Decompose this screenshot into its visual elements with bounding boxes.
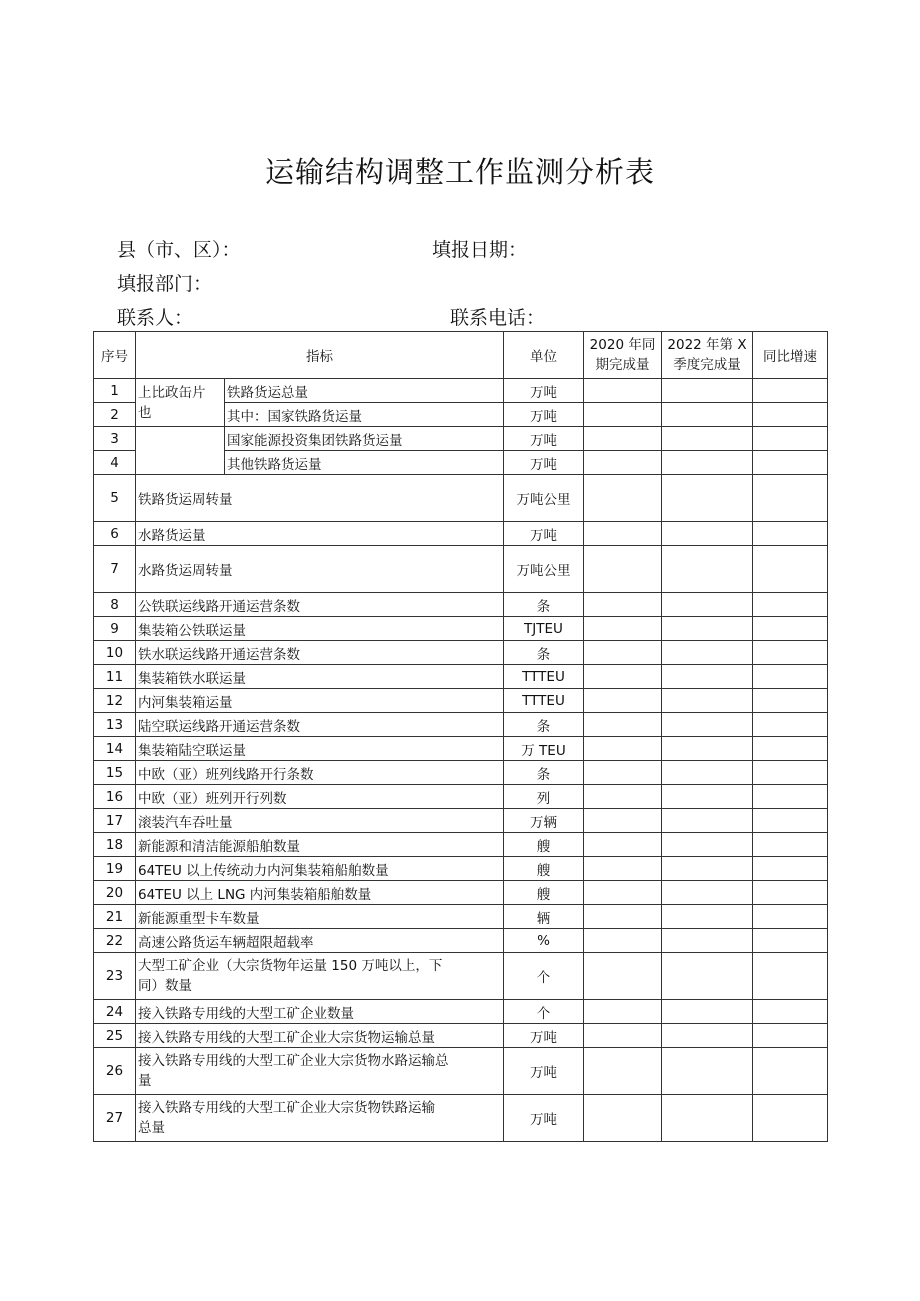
row-growth-value[interactable] — [753, 953, 828, 1000]
table-row — [94, 665, 828, 689]
row-unit: 万吨 — [504, 1048, 584, 1095]
row-seq: 14 — [94, 737, 136, 761]
row-curr-value[interactable] — [662, 379, 753, 403]
row-growth-value[interactable] — [753, 641, 828, 665]
row-prev-value[interactable] — [584, 905, 662, 929]
row-curr-value[interactable] — [662, 475, 753, 522]
row-indicator: 水路货运周转量 — [136, 546, 504, 593]
row-growth-value[interactable] — [753, 475, 828, 522]
row-indicator: 其中：国家铁路货运量 — [225, 403, 504, 427]
row-growth-value[interactable] — [753, 617, 828, 641]
row-indicator — [136, 1095, 504, 1142]
group-label — [136, 379, 225, 427]
table-row — [94, 475, 828, 522]
table-row — [94, 1000, 828, 1024]
row-seq: 25 — [94, 1024, 136, 1048]
row-seq: 27 — [94, 1095, 136, 1142]
row-unit: 万吨 — [504, 379, 584, 403]
row-prev-value[interactable] — [584, 761, 662, 785]
table-row — [94, 761, 828, 785]
row-prev-value[interactable] — [584, 475, 662, 522]
row-growth-value[interactable] — [753, 427, 828, 451]
row-curr-value[interactable] — [662, 1095, 753, 1142]
row-prev-value[interactable] — [584, 809, 662, 833]
row-unit: 万吨 — [504, 522, 584, 546]
group-label-line1: 上比政缶片 — [138, 384, 206, 401]
row-indicator: 64TEU 以上传统动力内河集装箱船舶数量 — [136, 857, 504, 881]
monitoring-table — [93, 331, 828, 1142]
header-seq: 序号 — [94, 332, 136, 379]
row-seq: 9 — [94, 617, 136, 641]
row-unit: 万吨 — [504, 427, 584, 451]
table-row — [94, 929, 828, 953]
row-prev-value[interactable] — [584, 593, 662, 617]
row-unit: 辆 — [504, 905, 584, 929]
row-curr-value[interactable] — [662, 737, 753, 761]
row-curr-value[interactable] — [662, 546, 753, 593]
row-growth-value[interactable] — [753, 1024, 828, 1048]
row-curr-value[interactable] — [662, 905, 753, 929]
row-curr-value[interactable] — [662, 929, 753, 953]
row-prev-value[interactable] — [584, 953, 662, 1000]
row-indicator: 接入铁路专用线的大型工矿企业大宗货物运输总量 — [136, 1024, 504, 1048]
row-indicator: 其他铁路货运量 — [225, 451, 504, 475]
row-prev-value[interactable] — [584, 1024, 662, 1048]
row-unit: 万吨 — [504, 451, 584, 475]
date-label: 填报日期： — [432, 239, 528, 261]
header-prev-line1: 2020 年同 — [589, 337, 656, 353]
row-indicator: 中欧（亚）班列开行列数 — [136, 785, 504, 809]
row-indicator: 新能源和清洁能源船舶数量 — [136, 833, 504, 857]
row-growth-value[interactable] — [753, 929, 828, 953]
header-prev-period — [584, 332, 662, 379]
row-unit: 艘 — [504, 833, 584, 857]
row-unit: 艘 — [504, 857, 584, 881]
row-curr-value[interactable] — [662, 689, 753, 713]
group-label-line2: 也 — [138, 404, 152, 421]
row-unit: 万 TEU — [504, 737, 584, 761]
row-curr-value[interactable] — [662, 713, 753, 737]
row-unit: TTTEU — [504, 689, 584, 713]
table-row — [94, 379, 828, 403]
row-unit: 万吨公里 — [504, 475, 584, 522]
row-growth-value[interactable] — [753, 546, 828, 593]
row-seq: 13 — [94, 713, 136, 737]
row-growth-value[interactable] — [753, 713, 828, 737]
row-growth-value[interactable] — [753, 403, 828, 427]
row-growth-value[interactable] — [753, 689, 828, 713]
row-indicator: 集装箱公铁联运量 — [136, 617, 504, 641]
row-growth-value[interactable] — [753, 522, 828, 546]
row-unit: 列 — [504, 785, 584, 809]
row-indicator: 接入铁路专用线的大型工矿企业数量 — [136, 1000, 504, 1024]
row-growth-value[interactable] — [753, 785, 828, 809]
row-prev-value[interactable] — [584, 1095, 662, 1142]
table-row — [94, 785, 828, 809]
table-row — [94, 1048, 828, 1095]
table-row — [94, 617, 828, 641]
row-indicator: 内河集装箱运量 — [136, 689, 504, 713]
row-curr-value[interactable] — [662, 833, 753, 857]
row-unit: 万辆 — [504, 809, 584, 833]
table-row — [94, 905, 828, 929]
header-curr-line2: 季度完成量 — [673, 357, 741, 373]
row-prev-value[interactable] — [584, 641, 662, 665]
table-row — [94, 953, 828, 1000]
row-seq: 24 — [94, 1000, 136, 1024]
row-unit: % — [504, 929, 584, 953]
row-unit: 条 — [504, 761, 584, 785]
county-label: 县（市、区）： — [117, 239, 241, 261]
table-row — [94, 713, 828, 737]
row-unit: 个 — [504, 953, 584, 1000]
row-curr-value[interactable] — [662, 953, 753, 1000]
row-seq: 1 — [94, 379, 136, 403]
row-growth-value[interactable] — [753, 881, 828, 905]
header-row — [94, 332, 828, 379]
table-row — [94, 881, 828, 905]
row-growth-value[interactable] — [753, 809, 828, 833]
row-indicator: 国家能源投资集团铁路货运量 — [225, 427, 504, 451]
table-row — [94, 593, 828, 617]
group-label-empty — [136, 427, 225, 475]
row-prev-value[interactable] — [584, 451, 662, 475]
table-row — [94, 833, 828, 857]
row-indicator-line2: 量 — [138, 1073, 152, 1089]
row-indicator: 公铁联运线路开通运营条数 — [136, 593, 504, 617]
table-row — [94, 857, 828, 881]
row-indicator: 新能源重型卡车数量 — [136, 905, 504, 929]
row-curr-value[interactable] — [662, 617, 753, 641]
row-prev-value[interactable] — [584, 546, 662, 593]
row-curr-value[interactable] — [662, 881, 753, 905]
row-curr-value[interactable] — [662, 403, 753, 427]
row-unit: TJTEU — [504, 617, 584, 641]
row-curr-value[interactable] — [662, 522, 753, 546]
row-curr-value[interactable] — [662, 1024, 753, 1048]
table-row — [94, 1095, 828, 1142]
row-seq: 6 — [94, 522, 136, 546]
row-seq: 16 — [94, 785, 136, 809]
row-prev-value[interactable] — [584, 665, 662, 689]
row-seq: 19 — [94, 857, 136, 881]
header-curr-line1: 2022 年第 X — [667, 337, 747, 353]
row-unit: 万吨 — [504, 403, 584, 427]
row-indicator-line1: 接入铁路专用线的大型工矿企业大宗货物铁路运输 — [138, 1100, 435, 1116]
row-prev-value[interactable] — [584, 403, 662, 427]
row-growth-value[interactable] — [753, 379, 828, 403]
table-row — [94, 522, 828, 546]
row-prev-value[interactable] — [584, 929, 662, 953]
row-curr-value[interactable] — [662, 1000, 753, 1024]
row-unit: 万吨公里 — [504, 546, 584, 593]
row-seq: 7 — [94, 546, 136, 593]
page-title: 运输结构调整工作监测分析表 — [264, 155, 655, 189]
table-row — [94, 641, 828, 665]
row-curr-value[interactable] — [662, 665, 753, 689]
row-indicator-line2: 总量 — [138, 1120, 165, 1136]
header-growth: 同比增速 — [753, 332, 828, 379]
row-seq: 2 — [94, 403, 136, 427]
row-seq: 20 — [94, 881, 136, 905]
row-indicator: 64TEU 以上 LNG 内河集装箱船舶数量 — [136, 881, 504, 905]
row-growth-value[interactable] — [753, 1000, 828, 1024]
table-row — [94, 689, 828, 713]
row-seq: 5 — [94, 475, 136, 522]
header-indicator: 指标 — [136, 332, 504, 379]
row-indicator — [136, 1048, 504, 1095]
row-prev-value[interactable] — [584, 857, 662, 881]
contact-label: 联系人： — [117, 307, 194, 329]
table-row — [94, 1024, 828, 1048]
row-indicator: 水路货运量 — [136, 522, 504, 546]
row-growth-value[interactable] — [753, 857, 828, 881]
row-indicator-line1: 接入铁路专用线的大型工矿企业大宗货物水路运输总 — [138, 1053, 449, 1069]
department-label: 填报部门： — [117, 273, 213, 295]
header-current-quarter — [662, 332, 753, 379]
row-indicator: 铁路货运周转量 — [136, 475, 504, 522]
row-seq: 4 — [94, 451, 136, 475]
row-seq: 11 — [94, 665, 136, 689]
row-seq: 8 — [94, 593, 136, 617]
table-row — [94, 546, 828, 593]
row-growth-value[interactable] — [753, 1048, 828, 1095]
row-seq: 17 — [94, 809, 136, 833]
row-growth-value[interactable] — [753, 905, 828, 929]
row-growth-value[interactable] — [753, 833, 828, 857]
row-curr-value[interactable] — [662, 593, 753, 617]
row-growth-value[interactable] — [753, 665, 828, 689]
row-growth-value[interactable] — [753, 1095, 828, 1142]
row-unit: TTTEU — [504, 665, 584, 689]
header-prev-line2: 期完成量 — [595, 357, 650, 373]
row-growth-value[interactable] — [753, 593, 828, 617]
table-row — [94, 737, 828, 761]
row-prev-value[interactable] — [584, 1000, 662, 1024]
row-unit: 万吨 — [504, 1095, 584, 1142]
row-indicator: 滚装汽车吞吐量 — [136, 809, 504, 833]
row-indicator: 集装箱铁水联运量 — [136, 665, 504, 689]
row-indicator: 集装箱陆空联运量 — [136, 737, 504, 761]
phone-label: 联系电话： — [450, 307, 546, 329]
row-prev-value[interactable] — [584, 689, 662, 713]
row-curr-value[interactable] — [662, 785, 753, 809]
row-unit: 条 — [504, 641, 584, 665]
row-seq: 12 — [94, 689, 136, 713]
row-curr-value[interactable] — [662, 809, 753, 833]
row-curr-value[interactable] — [662, 641, 753, 665]
row-indicator: 高速公路货运车辆超限超载率 — [136, 929, 504, 953]
row-indicator: 中欧（亚）班列线路开行条数 — [136, 761, 504, 785]
row-indicator-line1: 大型工矿企业（大宗货物年运量 150 万吨以上，下 — [138, 958, 443, 974]
row-seq: 21 — [94, 905, 136, 929]
row-growth-value[interactable] — [753, 761, 828, 785]
row-seq: 10 — [94, 641, 136, 665]
row-prev-value[interactable] — [584, 522, 662, 546]
row-prev-value[interactable] — [584, 713, 662, 737]
row-curr-value[interactable] — [662, 761, 753, 785]
row-seq: 22 — [94, 929, 136, 953]
row-unit: 万吨 — [504, 1024, 584, 1048]
row-indicator: 铁水联运线路开通运营条数 — [136, 641, 504, 665]
row-seq: 18 — [94, 833, 136, 857]
row-prev-value[interactable] — [584, 379, 662, 403]
row-indicator-line2: 同）数量 — [138, 978, 192, 994]
row-growth-value[interactable] — [753, 451, 828, 475]
row-seq: 26 — [94, 1048, 136, 1095]
row-unit: 条 — [504, 593, 584, 617]
row-unit: 艘 — [504, 881, 584, 905]
row-prev-value[interactable] — [584, 785, 662, 809]
row-curr-value[interactable] — [662, 1048, 753, 1095]
row-indicator — [136, 953, 504, 1000]
row-prev-value[interactable] — [584, 833, 662, 857]
row-prev-value[interactable] — [584, 881, 662, 905]
row-indicator: 铁路货运总量 — [225, 379, 504, 403]
table-row — [94, 427, 828, 451]
row-curr-value[interactable] — [662, 451, 753, 475]
row-prev-value[interactable] — [584, 1048, 662, 1095]
row-prev-value[interactable] — [584, 617, 662, 641]
table-row — [94, 809, 828, 833]
row-growth-value[interactable] — [753, 737, 828, 761]
row-unit: 条 — [504, 713, 584, 737]
row-indicator: 陆空联运线路开通运营条数 — [136, 713, 504, 737]
row-seq: 23 — [94, 953, 136, 1000]
row-prev-value[interactable] — [584, 427, 662, 451]
row-curr-value[interactable] — [662, 857, 753, 881]
row-curr-value[interactable] — [662, 427, 753, 451]
row-seq: 15 — [94, 761, 136, 785]
row-seq: 3 — [94, 427, 136, 451]
row-prev-value[interactable] — [584, 737, 662, 761]
row-unit: 个 — [504, 1000, 584, 1024]
header-unit: 单位 — [504, 332, 584, 379]
